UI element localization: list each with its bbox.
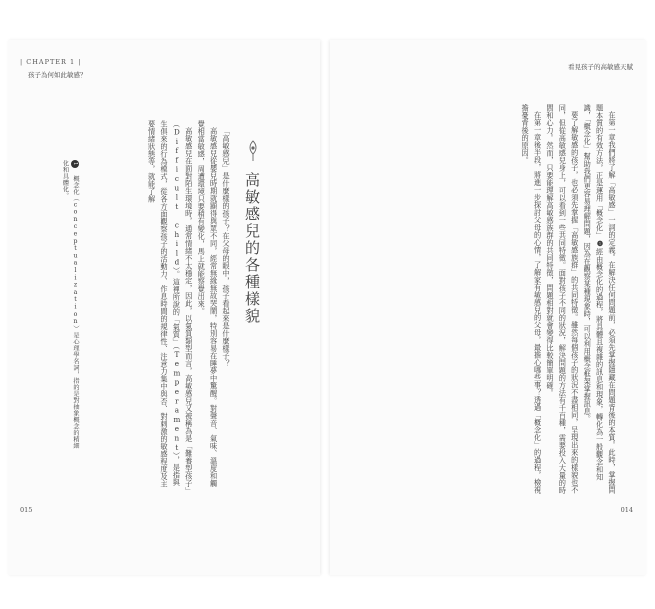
footnote-marker: 1 [71, 160, 79, 168]
left-paragraph-1: 「高敏感兒」是什麼樣的孩子？在父母的眼中，孩子看起來是什麼樣子？ [222, 127, 231, 368]
ornament-icon [247, 140, 259, 162]
left-page-body [108, 120, 232, 492]
right-paragraph-4: 在第一章後半段，將進一步探討父母的心情，了解家有敏感兒的父母，最擔心哪些事？透過「概念化」的過程，檢視擔憂背後的原因。 [521, 104, 543, 494]
right-page-body [340, 104, 618, 494]
left-paragraph-3: 高敏感兒在面對陌生環境時，通常情緒不太穩定，因此，以氣質類型而言，高敏感兒又被稱為是「難養型孩子」（Difficult child）。這裡所說的「氣質」（Temperament），是指與生俱來的行為模式，從各方面觀察孩子的活動力、作息時間的規律性、注意力集中與否、對刺激的敏感程度及主要情緒狀態等，就能了解 [147, 120, 194, 492]
page-number-right: 014 [620, 506, 633, 514]
footnote-text: 概念化（conceptualization）是心理學名詞，指的是對抽象概念的精細化和具體化。 [61, 160, 79, 449]
section-heading [238, 132, 266, 352]
right-paragraph-1: 在第一章我們將了解「高敏感」一詞的定義。在解決任何問題前，必須先掌握隱藏在問題背後的本質。此時，掌握問題本質的有效方法，正是運用「概念化」❶經由概念化的過程，將具體且複雜的訊息和現象，轉化為一般觀念和知識，「概念化」幫助我們更容易理解問題，因為在觀察某種現象時，可以利用概念框架掌握訊息。 [583, 104, 617, 494]
page-number-left: 015 [20, 506, 33, 514]
chapter-subtitle: 孩子為何如此敏感？ [28, 71, 87, 79]
footnote-ref: ❶ [595, 239, 605, 249]
chapter-label: | CHAPTER 1 | [20, 58, 82, 66]
running-head: 看見孩子的高敏感天賦 [568, 63, 633, 71]
right-paragraph-3: 要了解敏感的孩子，也必須先掌握「高敏感族群」的共同特徵。雖然每個孩子的狀況不盡相同，呈現出來的樣貌也不同，但從高敏感兒身上，可以看到一些共同特徵。面對孩子不同的狀況，解決問題的方法有千百種，需要投入大量的時間和心力。然而，只要能理解高敏感族群的共同特徵，問題相對就會變得比較簡單明確。 [545, 104, 580, 494]
right-paragraph-2-inline: 經由概念化的過程，將具體且複雜的訊息和現象，轉化為一般觀念和知識，「概念化」幫助我們更容易理解問題，因為在觀察某種現象時，可以利用概念框架掌握訊息。 [583, 104, 605, 481]
left-paragraph-2: 高敏感兒從嬰兒時期就顯得與眾不同，經常無緣無故哭鬧，特別容易在睡夢中驚醒。對聲音、氣味、溫度和觸覺相當敏感，周遭環境只要稍有變化，馬上就能察覺出來。 [197, 120, 219, 488]
footnote [46, 160, 80, 450]
section-title: 高敏感兒的各種樣貌 [243, 172, 261, 325]
